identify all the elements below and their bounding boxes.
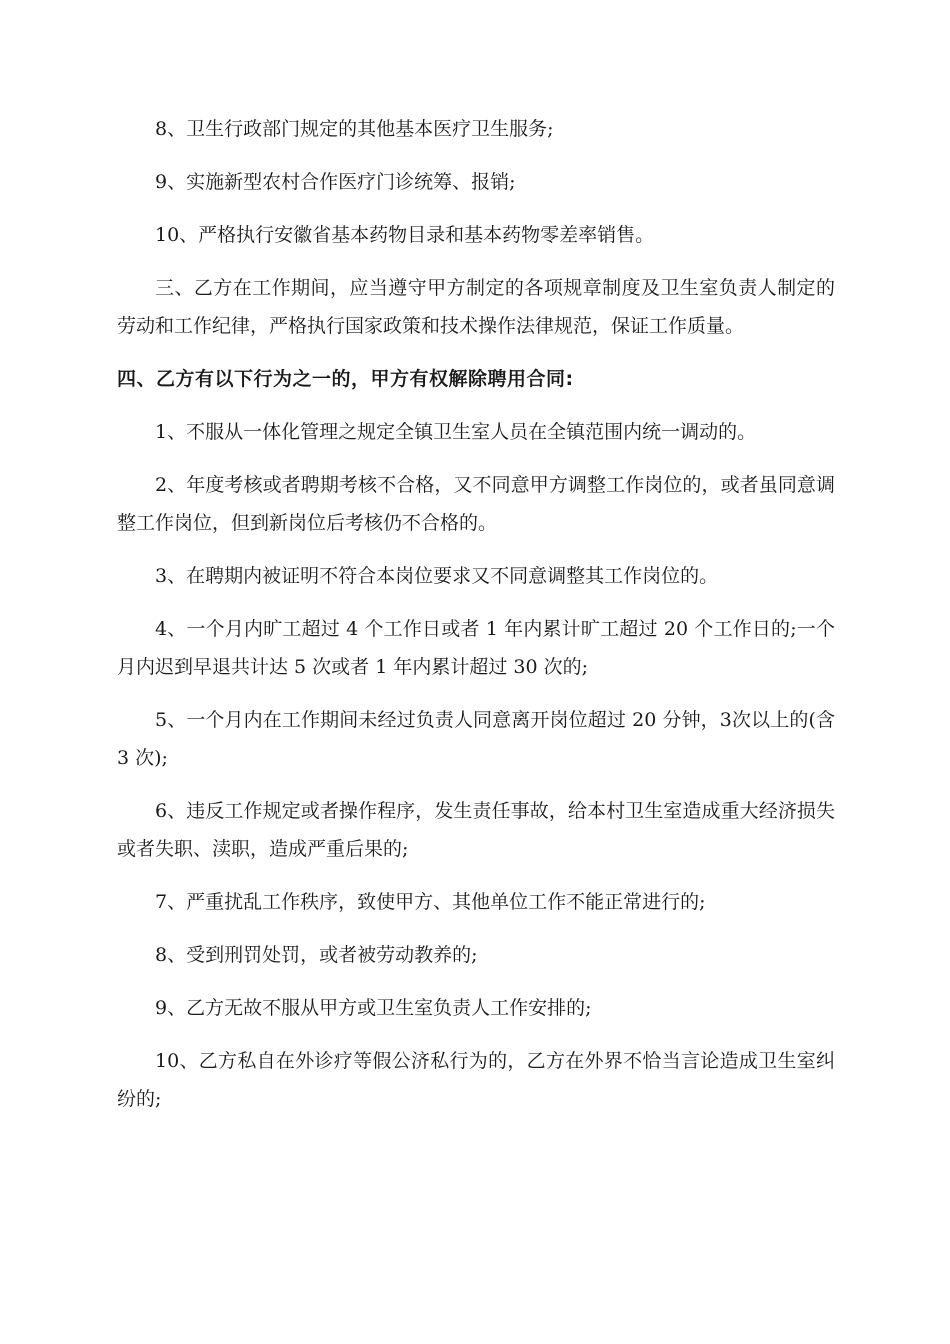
paragraph-item-10: 10、严格执行安徽省基本药物目录和基本药物零差率销售。 bbox=[155, 224, 655, 246]
termination-clause-2: 2、年度考核或者聘期考核不合格，又不同意甲方调整工作岗位的，或者虽同意调整工作岗位，但到新岗位后考核仍不合格的。 bbox=[117, 474, 835, 534]
termination-clause-8: 8、受到刑罚处罚，或者被劳动教养的; bbox=[155, 944, 478, 966]
paragraph-item-9: 9、实施新型农村合作医疗门诊统筹、报销; bbox=[155, 171, 516, 193]
termination-clause-10: 10、乙方私自在外诊疗等假公济私行为的，乙方在外界不恰当言论造成卫生室纠纷的; bbox=[117, 1050, 835, 1110]
termination-clause-6: 6、违反工作规定或者操作程序，发生责任事故，给本村卫生室造成重大经济损失或者失职、渎职，造成严重后果的; bbox=[117, 800, 835, 860]
paragraph-section-3: 三、乙方在工作期间，应当遵守甲方制定的各项规章制度及卫生室负责人制定的劳动和工作纪律，严格执行国家政策和技术操作法律规范，保证工作质量。 bbox=[117, 277, 835, 337]
termination-clause-3: 3、在聘期内被证明不符合本岗位要求又不同意调整其工作岗位的。 bbox=[155, 565, 719, 587]
termination-clause-4: 4、一个月内旷工超过 4 个工作日或者 1 年内累计旷工超过 20 个工作日的;一个月内迟到早退共计达 5 次或者 1 年内累计超过 30 次的; bbox=[117, 618, 835, 678]
termination-clause-9: 9、乙方无故不服从甲方或卫生室负责人工作安排的; bbox=[155, 997, 592, 1019]
termination-clause-7: 7、严重扰乱工作秩序，致使甲方、其他单位工作不能正常进行的; bbox=[155, 891, 706, 913]
section-4-heading: 四、乙方有以下行为之一的，甲方有权解除聘用合同: bbox=[117, 368, 574, 390]
document-body bbox=[117, 110, 835, 1133]
paragraph-item-8: 8、卫生行政部门规定的其他基本医疗卫生服务; bbox=[155, 118, 554, 140]
termination-clause-1: 1、不服从一体化管理之规定全镇卫生室人员在全镇范围内统一调动的。 bbox=[155, 421, 757, 443]
termination-clause-5: 5、一个月内在工作期间未经过负责人同意离开岗位超过 20 分钟，3次以上的(含 3 次); bbox=[117, 709, 835, 769]
